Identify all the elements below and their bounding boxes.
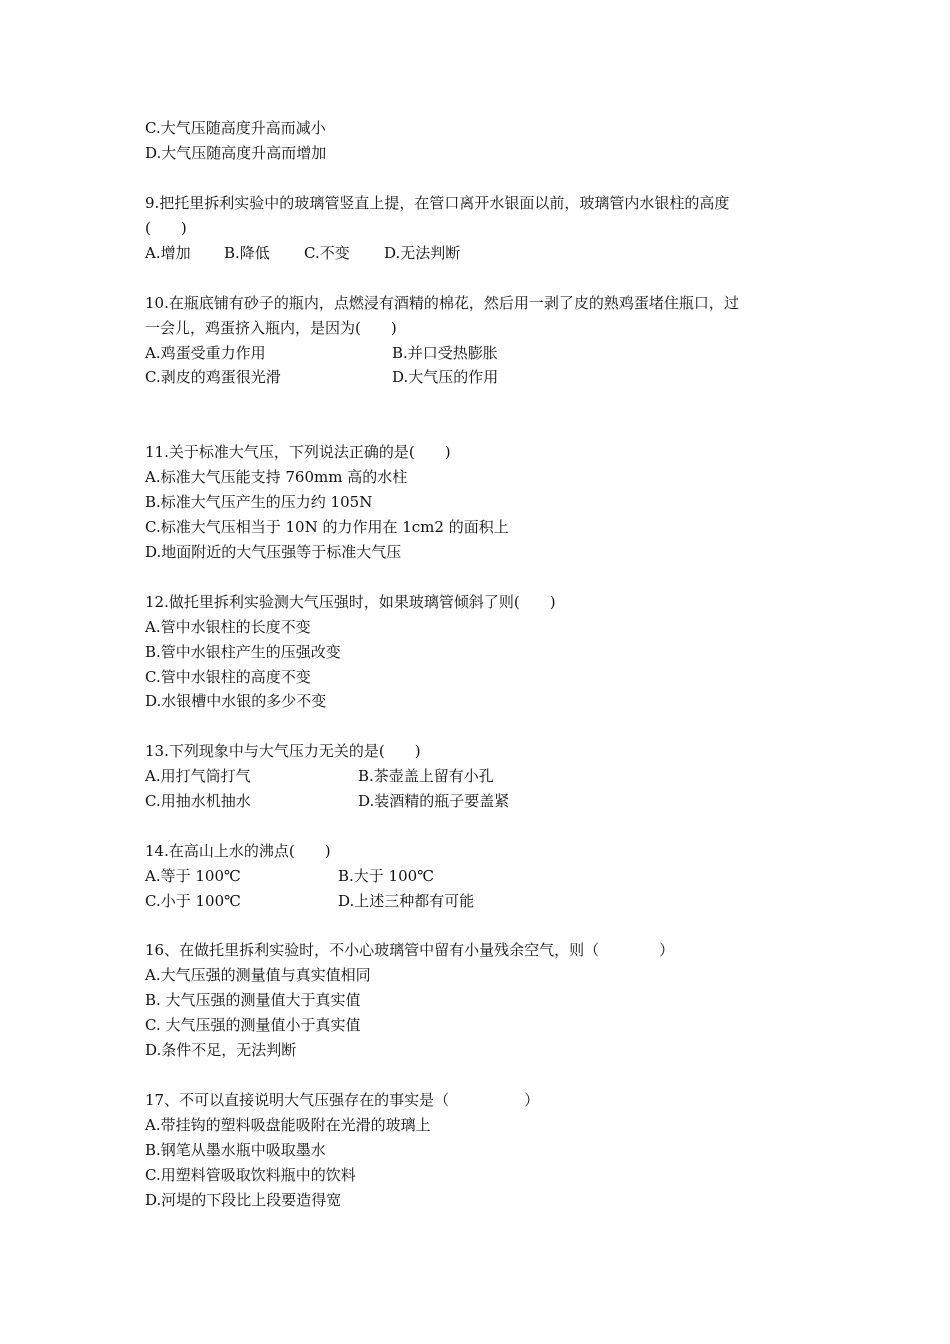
q12-option-d: D.水银槽中水银的多少不变 (145, 692, 327, 710)
q14-option-a: A.等于 100℃ (145, 867, 241, 885)
q8-option-c: C.大气压随高度升高而减小 (145, 119, 326, 137)
q10-option-d: D.大气压的作用 (392, 368, 499, 386)
q9-option-a: A.增加 (145, 244, 191, 262)
q9-stem-line1: 9.把托里拆利实验中的玻璃管竖直上提，在管口离开水银面以前，玻璃管内水银柱的高度 (145, 194, 730, 212)
q10-stem-line1: 10.在瓶底铺有砂子的瓶内，点燃浸有酒精的棉花，然后用一剥了皮的熟鸡蛋堵住瓶口，过 (145, 294, 739, 312)
q11-option-d: D.地面附近的大气压强等于标准大气压 (145, 543, 402, 561)
q16-stem: 16、在做托里拆利实验时，不小心玻璃管中留有小量残余空气，则（ ） (145, 941, 675, 959)
q10-stem-line2: 一会儿，鸡蛋挤入瓶内，是因为( ) (145, 319, 397, 337)
q11-option-b: B.标准大气压产生的压力约 105N (145, 493, 373, 511)
q9-option-c: C.不变 (304, 244, 350, 262)
q8-option-d: D.大气压随高度升高而增加 (145, 144, 327, 162)
q12-stem: 12.做托里拆利实验测大气压强时，如果玻璃管倾斜了则( ) (145, 593, 556, 611)
q13-option-a: A.用打气筒打气 (145, 767, 251, 785)
q10-option-c: C.剥皮的鸡蛋很光滑 (145, 368, 281, 386)
q16-option-d: D.条件不足，无法判断 (145, 1041, 297, 1059)
q13-option-b: B.茶壶盖上留有小孔 (358, 767, 494, 785)
q9-option-d: D.无法判断 (384, 244, 461, 262)
q9-option-b: B.降低 (224, 244, 270, 262)
q9-stem-line2: ( ) (145, 219, 187, 237)
q14-stem: 14.在高山上水的沸点( ) (145, 842, 331, 860)
q11-option-a: A.标准大气压能支持 760mm 高的水柱 (145, 468, 408, 486)
q12-option-b: B.管中水银柱产生的压强改变 (145, 643, 341, 661)
q12-option-a: A.管中水银柱的长度不变 (145, 618, 311, 636)
q17-stem: 17、不可以直接说明大气压强存在的事实是（ ） (145, 1091, 540, 1109)
q10-option-a: A.鸡蛋受重力作用 (145, 344, 266, 362)
q16-option-c: C. 大气压强的测量值小于真实值 (145, 1016, 361, 1034)
q13-stem: 13.下列现象中与大气压力无关的是( ) (145, 742, 421, 760)
q13-option-d: D.装酒精的瓶子要盖紧 (358, 792, 510, 810)
q11-stem: 11.关于标准大气压，下列说法正确的是( ) (145, 443, 451, 461)
q14-option-d: D.上述三种都有可能 (338, 892, 475, 910)
q16-option-a: A.大气压强的测量值与真实值相同 (145, 966, 371, 984)
q14-option-b: B.大于 100℃ (338, 867, 434, 885)
q17-option-c: C.用塑料管吸取饮料瓶中的饮料 (145, 1166, 356, 1184)
q17-option-d: D.河堤的下段比上段要造得宽 (145, 1191, 342, 1209)
q17-option-a: A.带挂钩的塑料吸盘能吸附在光滑的玻璃上 (145, 1116, 431, 1134)
q11-option-c: C.标准大气压相当于 10N 的力作用在 1cm2 的面积上 (145, 518, 509, 536)
q17-option-b: B.钢笔从墨水瓶中吸取墨水 (145, 1141, 326, 1159)
q13-option-c: C.用抽水机抽水 (145, 792, 251, 810)
q10-option-b: B.并口受热膨胀 (392, 344, 498, 362)
q12-option-c: C.管中水银柱的高度不变 (145, 668, 311, 686)
q16-option-b: B. 大气压强的测量值大于真实值 (145, 991, 361, 1009)
q14-option-c: C.小于 100℃ (145, 892, 241, 910)
